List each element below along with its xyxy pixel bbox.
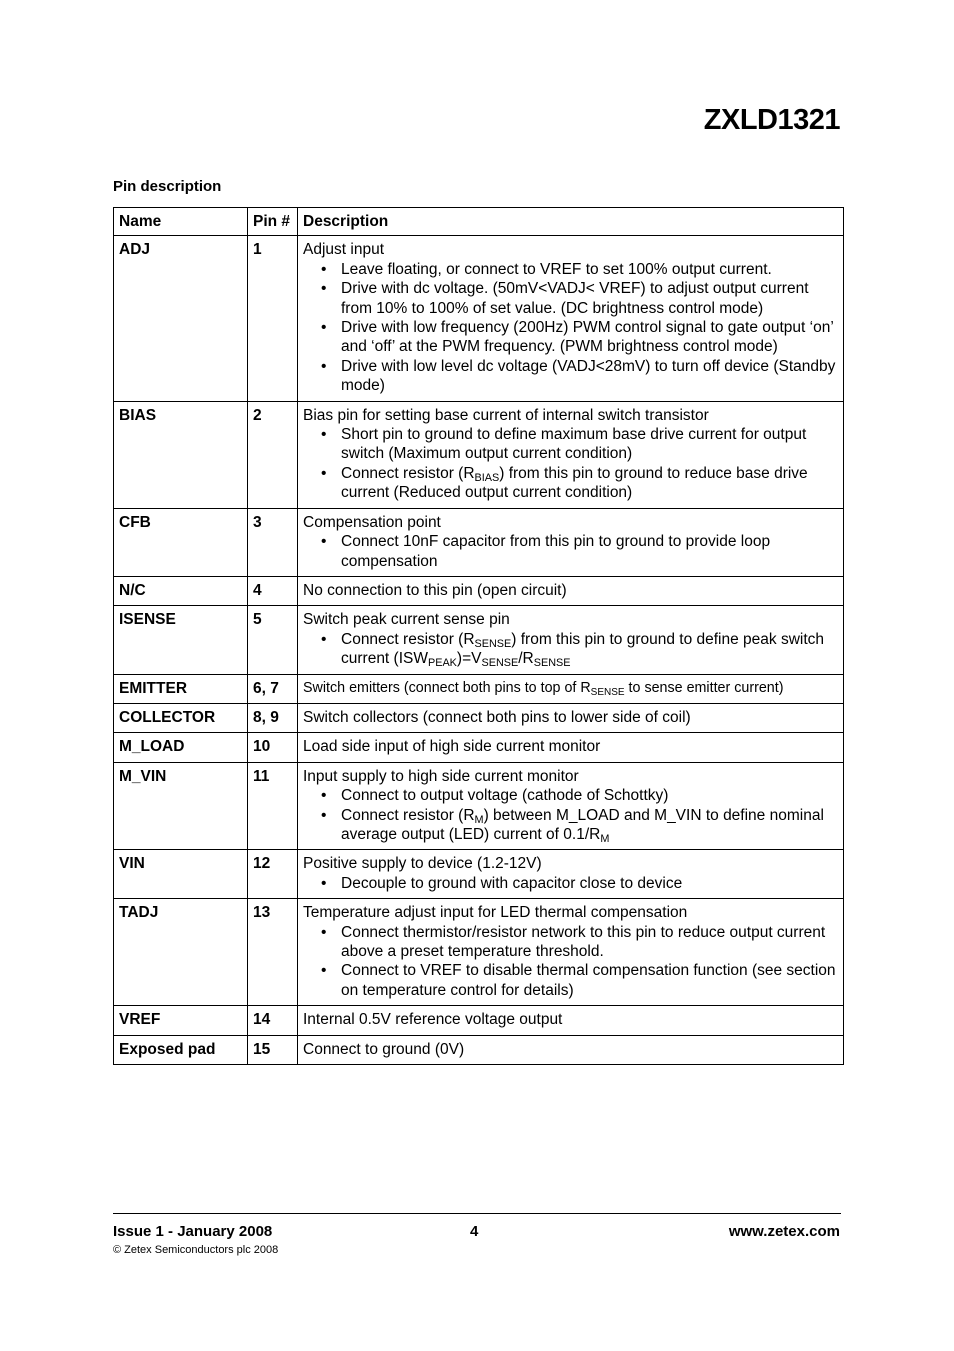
section-title: Pin description <box>113 178 222 195</box>
pin-description <box>298 762 844 850</box>
bullet-text: Connect 10nF capacitor from this pin to ground to provide loop compensation <box>341 533 771 570</box>
pin-number: 12 <box>248 850 298 899</box>
pin-name: CFB <box>114 508 248 576</box>
text-run: Switch emitters (connect both pins to top of R <box>303 679 591 696</box>
bullet-icon: • <box>321 962 327 980</box>
list-item <box>303 425 838 464</box>
pin-description <box>298 899 844 1006</box>
subscript: PEAK <box>427 657 457 670</box>
subscript: SENSE <box>474 637 512 650</box>
pin-number: 5 <box>248 606 298 674</box>
pin-name: Exposed pad <box>114 1035 248 1064</box>
description-text: Compensation point <box>303 513 441 531</box>
column-header-name: Name <box>114 208 248 236</box>
pin-description <box>298 606 844 674</box>
text-run: ) from this pin to ground to reduce base drive current (Reduced output current condition) <box>341 464 808 502</box>
bullet-text: Drive with dc voltage. (50mV<VADJ< VREF) to adjust output current from 10% to 100% of set value. (DC brightness control mode) <box>341 280 809 317</box>
list-item <box>303 806 838 845</box>
pin-number: 3 <box>248 508 298 576</box>
bullet-icon: • <box>321 787 327 805</box>
bullet-icon: • <box>321 630 327 648</box>
pin-name: BIAS <box>114 401 248 508</box>
list-item <box>303 357 838 396</box>
bullet-icon: • <box>321 464 327 482</box>
pin-name: N/C <box>114 576 248 605</box>
footer-divider <box>113 1213 841 1214</box>
pin-number: 11 <box>248 762 298 850</box>
description-text: Positive supply to device (1.2-12V) <box>303 855 542 873</box>
list-item <box>303 464 838 503</box>
pin-description: No connection to this pin (open circuit) <box>298 576 844 605</box>
pin-description <box>298 850 844 899</box>
bullet-text <box>341 806 838 845</box>
list-item <box>303 279 838 318</box>
bullet-icon: • <box>321 426 327 444</box>
bullet-icon: • <box>321 260 327 278</box>
pin-number: 14 <box>248 1006 298 1035</box>
table-row <box>114 1006 844 1035</box>
table-row <box>114 236 844 401</box>
footer-url: www.zetex.com <box>728 1223 840 1240</box>
subscript: M <box>474 813 484 826</box>
text-run: to sense emitter current) <box>624 679 784 696</box>
pin-description: Switch collectors (connect both pins to lower side of coil) <box>298 703 844 732</box>
list-item <box>303 786 838 805</box>
description-text: Bias pin for setting base current of internal switch transistor <box>303 406 709 424</box>
table-row <box>114 850 844 899</box>
table-row <box>114 762 844 850</box>
pin-name: VIN <box>114 850 248 899</box>
text-run: )=V <box>456 650 482 668</box>
text-run: /R <box>518 650 534 668</box>
page-number: 4 <box>470 1223 479 1240</box>
pin-number: 13 <box>248 899 298 1006</box>
bullet-text: Leave floating, or connect to VREF to set 100% output current. <box>341 260 772 278</box>
description-text: Input supply to high side current monitor <box>303 767 579 785</box>
subscript: BIAS <box>474 471 500 484</box>
table-row <box>114 703 844 732</box>
pin-name: VREF <box>114 1006 248 1035</box>
table-row <box>114 899 844 1006</box>
table-row <box>114 508 844 576</box>
table-row <box>114 576 844 605</box>
text-run: Connect resistor (R <box>341 464 475 482</box>
pin-name: TADJ <box>114 899 248 1006</box>
bullet-text: Connect thermistor/resistor network to this pin to reduce output current above a preset temperature threshold. <box>341 923 826 960</box>
pin-description: Load side input of high side current monitor <box>298 733 844 762</box>
bullet-icon: • <box>321 533 327 551</box>
text-run: Connect resistor (R <box>341 806 475 824</box>
pin-number: 1 <box>248 236 298 401</box>
bullet-icon: • <box>321 357 327 375</box>
bullet-text <box>341 464 838 503</box>
pin-number: 8, 9 <box>248 703 298 732</box>
bullet-text: Decouple to ground with capacitor close to device <box>341 874 683 892</box>
pin-description <box>298 508 844 576</box>
pin-name: ISENSE <box>114 606 248 674</box>
list-item <box>303 318 838 357</box>
table-header-row <box>114 208 844 236</box>
pin-number: 4 <box>248 576 298 605</box>
pin-number: 15 <box>248 1035 298 1064</box>
bullet-text: Drive with low frequency (200Hz) PWM control signal to gate output ‘on’ and ‘off’ at the PWM frequency. (PWM brightness control mode) <box>341 319 834 356</box>
list-item <box>303 260 838 279</box>
bullet-text: Connect to output voltage (cathode of Schottky) <box>341 787 669 805</box>
bullet-text: Drive with low level dc voltage (VADJ<28mV) to turn off device (Standby mode) <box>341 357 836 395</box>
text-run: ) between M_LOAD and M_VIN to define nominal average output (LED) current of 0.1/R <box>341 806 824 843</box>
bullet-text: Short pin to ground to define maximum base drive current for output switch (Maximum output current condition) <box>341 426 807 463</box>
bullet-text <box>341 630 838 669</box>
pin-number: 2 <box>248 401 298 508</box>
table-row <box>114 401 844 508</box>
description-text: Adjust input <box>303 241 384 259</box>
text-run: ) from this pin to ground to define peak switch current (ISW <box>341 630 825 668</box>
pin-name: COLLECTOR <box>114 703 248 732</box>
bullet-icon: • <box>321 806 327 824</box>
subscript: SENSE <box>533 657 571 670</box>
table-row <box>114 606 844 674</box>
pin-description: Connect to ground (0V) <box>298 1035 844 1064</box>
list-item <box>303 923 838 962</box>
subscript: SENSE <box>481 657 519 670</box>
bullet-icon: • <box>321 923 327 941</box>
pin-description <box>298 401 844 508</box>
pin-name: M_LOAD <box>114 733 248 762</box>
footer-copyright: © Zetex Semiconductors plc 2008 <box>113 1244 279 1256</box>
description-text: Temperature adjust input for LED thermal compensation <box>303 904 688 922</box>
column-header-description: Description <box>298 208 844 236</box>
table-row <box>114 674 844 703</box>
pin-description: Internal 0.5V reference voltage output <box>298 1006 844 1035</box>
table-row <box>114 733 844 762</box>
text-run: Connect resistor (R <box>341 630 475 648</box>
list-item <box>303 874 838 893</box>
description-text: Switch peak current sense pin <box>303 611 510 629</box>
document-title: ZXLD1321 <box>703 104 840 136</box>
table-row <box>114 1035 844 1064</box>
bullet-text: Connect to VREF to disable thermal compensation function (see section on temperature control for details) <box>341 962 836 999</box>
list-item <box>303 630 838 669</box>
pin-description-table <box>113 207 844 1065</box>
pin-name: ADJ <box>114 236 248 401</box>
bullet-icon: • <box>321 319 327 337</box>
pin-number: 6, 7 <box>248 674 298 703</box>
bullet-icon: • <box>321 874 327 892</box>
list-item <box>303 961 838 1000</box>
bullet-icon: • <box>321 280 327 298</box>
footer-issue: Issue 1 - January 2008 <box>113 1223 273 1240</box>
pin-name: M_VIN <box>114 762 248 850</box>
pin-number: 10 <box>248 733 298 762</box>
pin-description <box>298 674 844 703</box>
subscript: M <box>600 832 610 845</box>
pin-name: EMITTER <box>114 674 248 703</box>
pin-description <box>298 236 844 401</box>
column-header-pin: Pin # <box>248 208 298 236</box>
list-item <box>303 532 838 571</box>
subscript: SENSE <box>590 686 625 698</box>
